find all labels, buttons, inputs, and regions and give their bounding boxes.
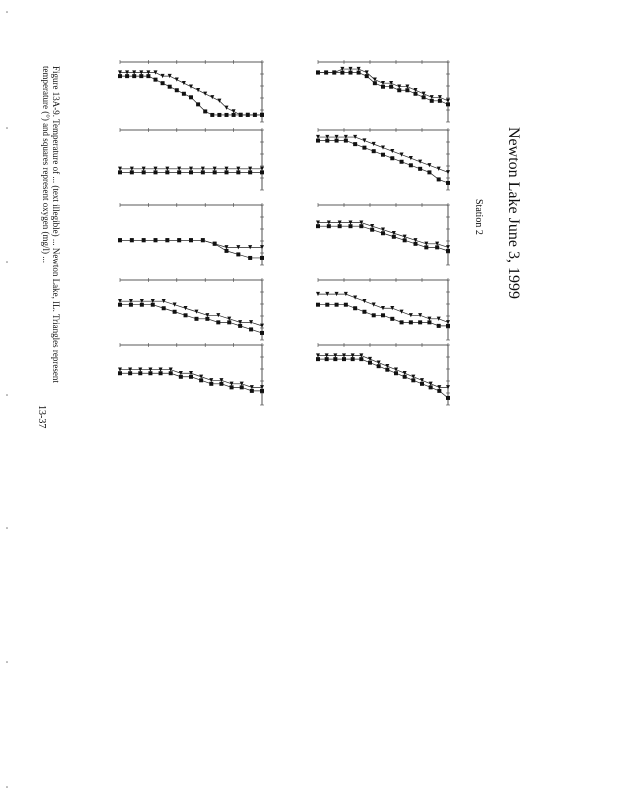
oxygen-point	[194, 317, 198, 321]
oxygen-point	[182, 92, 186, 96]
temperature-point	[199, 375, 203, 379]
oxygen-point	[232, 113, 236, 117]
temperature-point	[182, 81, 186, 85]
oxygen-point	[230, 385, 234, 389]
oxygen-point	[353, 142, 357, 146]
oxygen-point	[260, 256, 264, 260]
oxygen-point	[446, 181, 450, 185]
oxygen-point	[357, 71, 361, 75]
oxygen-point	[146, 74, 150, 78]
temperature-point	[362, 138, 366, 142]
chart-panel-top-2	[316, 128, 450, 190]
oxygen-point	[118, 371, 122, 375]
page-title: Newton Lake June 3, 1999	[505, 127, 522, 299]
oxygen-point	[238, 324, 242, 328]
temperature-point	[381, 145, 385, 149]
oxygen-point	[390, 156, 394, 160]
oxygen-point	[327, 224, 331, 228]
oxygen-point	[377, 364, 381, 368]
series-line-square	[120, 240, 262, 258]
oxygen-point	[430, 99, 434, 103]
oxygen-point	[260, 170, 264, 174]
temperature-point	[400, 153, 404, 157]
oxygen-point	[316, 303, 320, 307]
oxygen-point	[359, 357, 363, 361]
oxygen-point	[169, 371, 173, 375]
oxygen-point	[349, 224, 353, 228]
oxygen-point	[414, 92, 418, 96]
oxygen-point	[213, 170, 217, 174]
oxygen-point	[248, 256, 252, 260]
temperature-point	[411, 375, 415, 379]
oxygen-point	[438, 99, 442, 103]
temperature-point	[368, 357, 372, 361]
oxygen-point	[381, 153, 385, 157]
oxygen-point	[249, 327, 253, 331]
chart-panel-top-1	[316, 60, 450, 122]
temperature-point	[414, 88, 418, 92]
oxygen-point	[446, 396, 450, 400]
oxygen-point	[335, 303, 339, 307]
oxygen-point	[260, 331, 264, 335]
oxygen-point	[427, 320, 431, 324]
oxygen-point	[411, 378, 415, 382]
oxygen-point	[390, 317, 394, 321]
oxygen-point	[429, 385, 433, 389]
temperature-point	[203, 92, 207, 96]
oxygen-point	[372, 149, 376, 153]
oxygen-point	[248, 170, 252, 174]
figure-caption-line2: temperature (°) and squares represent oxygen (mg/l) ...	[41, 66, 51, 264]
temperature-point	[400, 310, 404, 314]
oxygen-point	[159, 371, 163, 375]
temperature-point	[385, 364, 389, 368]
temperature-point	[446, 320, 450, 324]
oxygen-point	[340, 71, 344, 75]
oxygen-point	[225, 249, 229, 253]
oxygen-point	[403, 375, 407, 379]
oxygen-point	[418, 320, 422, 324]
oxygen-point	[333, 357, 337, 361]
oxygen-point	[140, 303, 144, 307]
oxygen-point	[325, 357, 329, 361]
chart-panel-bottom-2	[118, 128, 264, 190]
oxygen-point	[184, 313, 188, 317]
oxygen-point	[151, 303, 155, 307]
oxygen-point	[225, 113, 229, 117]
oxygen-point	[424, 245, 428, 249]
oxygen-point	[362, 310, 366, 314]
oxygen-point	[400, 160, 404, 164]
oxygen-point	[128, 371, 132, 375]
oxygen-point	[353, 306, 357, 310]
temperature-point	[232, 109, 236, 113]
oxygen-point	[437, 389, 441, 393]
oxygen-point	[409, 163, 413, 167]
temperature-point	[372, 303, 376, 307]
temperature-point	[420, 378, 424, 382]
oxygen-point	[129, 303, 133, 307]
oxygen-point	[316, 139, 320, 143]
oxygen-point	[394, 371, 398, 375]
oxygen-point	[162, 306, 166, 310]
chart-panel-top-3	[316, 203, 450, 265]
oxygen-point	[179, 375, 183, 379]
oxygen-point	[154, 170, 158, 174]
oxygen-point	[409, 320, 413, 324]
oxygen-point	[210, 113, 214, 117]
oxygen-point	[325, 139, 329, 143]
oxygen-point	[414, 242, 418, 246]
oxygen-point	[427, 170, 431, 174]
temperature-point	[189, 85, 193, 89]
oxygen-point	[344, 139, 348, 143]
oxygen-point	[219, 382, 223, 386]
temperature-point	[446, 170, 450, 174]
oxygen-point	[437, 324, 441, 328]
temperature-point	[225, 106, 229, 110]
oxygen-point	[142, 170, 146, 174]
temperature-point	[390, 149, 394, 153]
oxygen-point	[138, 371, 142, 375]
oxygen-point	[446, 324, 450, 328]
oxygen-point	[216, 320, 220, 324]
oxygen-point	[385, 368, 389, 372]
oxygen-point	[446, 102, 450, 106]
oxygen-point	[400, 320, 404, 324]
series-line-triangle	[318, 356, 448, 388]
station-label: Station 2	[473, 199, 484, 235]
oxygen-point	[125, 74, 129, 78]
oxygen-point	[349, 71, 353, 75]
temperature-point	[418, 160, 422, 164]
oxygen-point	[250, 389, 254, 393]
temperature-point	[373, 77, 377, 81]
oxygen-point	[240, 385, 244, 389]
chart-panel-bottom-3	[118, 203, 264, 265]
oxygen-point	[205, 317, 209, 321]
oxygen-point	[189, 375, 193, 379]
temperature-point	[427, 163, 431, 167]
temperature-point	[377, 360, 381, 364]
oxygen-point	[189, 170, 193, 174]
chart-panel-bottom-4	[118, 278, 264, 340]
oxygen-point	[227, 320, 231, 324]
oxygen-point	[236, 252, 240, 256]
oxygen-point	[342, 357, 346, 361]
oxygen-point	[437, 177, 441, 181]
temperature-point	[409, 156, 413, 160]
oxygen-point	[405, 88, 409, 92]
oxygen-point	[335, 139, 339, 143]
oxygen-point	[260, 389, 264, 393]
oxygen-point	[316, 357, 320, 361]
chart-panel-top-5	[316, 343, 450, 405]
oxygen-point	[203, 109, 207, 113]
temperature-point	[403, 371, 407, 375]
oxygen-point	[236, 170, 240, 174]
oxygen-point	[148, 371, 152, 375]
oxygen-point	[351, 357, 355, 361]
temperature-point	[175, 77, 179, 81]
temperature-point	[196, 88, 200, 92]
oxygen-point	[359, 224, 363, 228]
oxygen-point	[381, 85, 385, 89]
oxygen-point	[316, 224, 320, 228]
oxygen-point	[325, 303, 329, 307]
oxygen-point	[403, 238, 407, 242]
oxygen-point	[209, 382, 213, 386]
temperature-point	[422, 92, 426, 96]
oxygen-point	[132, 74, 136, 78]
oxygen-point	[161, 81, 165, 85]
oxygen-point	[130, 170, 134, 174]
oxygen-point	[201, 170, 205, 174]
oxygen-point	[217, 113, 221, 117]
oxygen-point	[189, 95, 193, 99]
oxygen-point	[365, 74, 369, 78]
temperature-point	[394, 368, 398, 372]
series-line-square	[120, 305, 262, 333]
temperature-point	[210, 95, 214, 99]
chart-panel-bottom-1	[118, 60, 264, 122]
oxygen-point	[381, 313, 385, 317]
oxygen-point	[196, 102, 200, 106]
oxygen-point	[199, 378, 203, 382]
oxygen-point	[420, 382, 424, 386]
oxygen-point	[362, 146, 366, 150]
figure-caption-line1: Figure 13A-9. Temperature of ... (text illegible) ... Newton Lake, IL. Triangles represent	[51, 66, 61, 383]
oxygen-point	[373, 81, 377, 85]
oxygen-point	[418, 167, 422, 171]
oxygen-point	[165, 170, 169, 174]
oxygen-point	[338, 224, 342, 228]
temperature-point	[353, 295, 357, 299]
oxygen-point	[118, 303, 122, 307]
oxygen-point	[118, 74, 122, 78]
series-line-square	[318, 359, 448, 398]
oxygen-point	[370, 228, 374, 232]
oxygen-point	[381, 231, 385, 235]
chart-panel-bottom-5	[118, 343, 264, 405]
oxygen-point	[392, 235, 396, 239]
oxygen-point	[175, 88, 179, 92]
oxygen-point	[177, 170, 181, 174]
temperature-point	[362, 299, 366, 303]
oxygen-point	[389, 85, 393, 89]
chart-panel-top-4	[316, 278, 450, 340]
oxygen-point	[372, 313, 376, 317]
oxygen-point	[397, 88, 401, 92]
oxygen-point	[168, 85, 172, 89]
series-line-triangle	[120, 73, 262, 115]
oxygen-point	[118, 170, 122, 174]
temperature-point	[372, 142, 376, 146]
temperature-point	[437, 167, 441, 171]
oxygen-point	[422, 95, 426, 99]
oxygen-point	[154, 78, 158, 82]
oxygen-point	[435, 245, 439, 249]
oxygen-point	[344, 303, 348, 307]
temperature-point	[446, 99, 450, 103]
oxygen-point	[139, 74, 143, 78]
oxygen-point	[173, 310, 177, 314]
page-number: 13-37	[36, 405, 47, 429]
oxygen-point	[368, 361, 372, 365]
oxygen-point	[225, 170, 229, 174]
oxygen-point	[446, 249, 450, 253]
temperature-point	[429, 382, 433, 386]
